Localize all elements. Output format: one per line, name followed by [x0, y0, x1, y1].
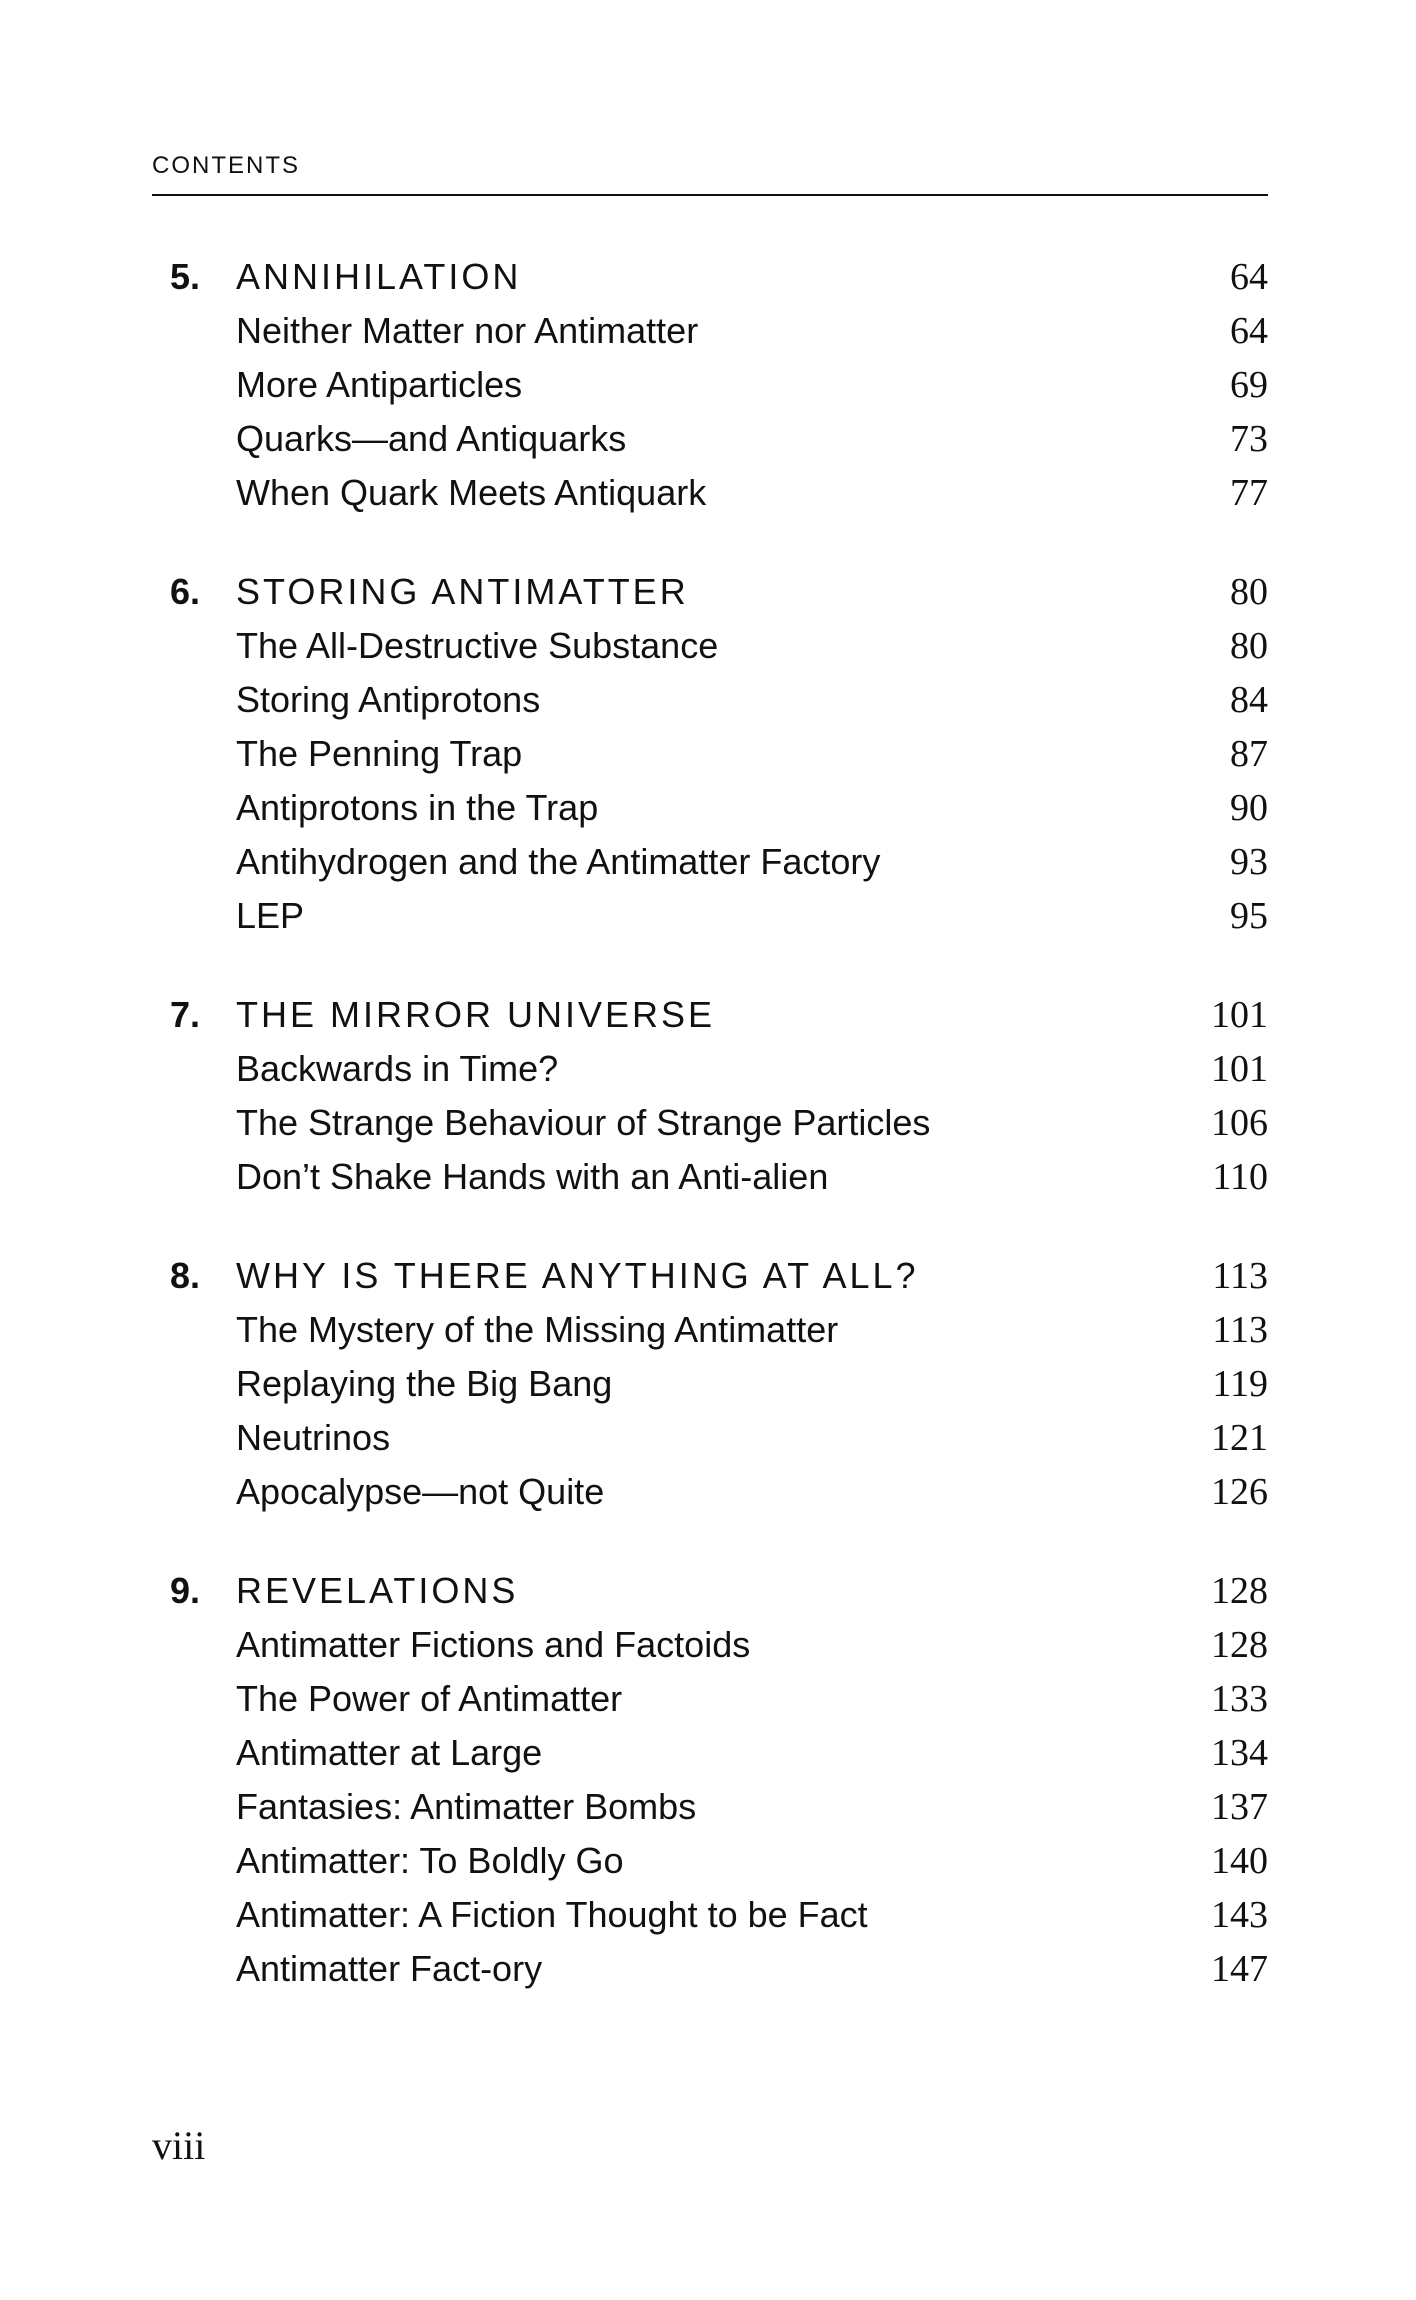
chapter-title: THE MIRROR UNIVERSE [236, 994, 716, 1035]
section-entry [152, 1096, 1268, 1150]
section-entry [152, 358, 1268, 412]
section-page-number: 73 [1230, 418, 1268, 460]
section-entry [152, 673, 1268, 727]
section-title: Quarks—and Antiquarks [236, 418, 627, 459]
section-page-number: 84 [1230, 679, 1268, 721]
section-title: Replaying the Big Bang [236, 1363, 613, 1404]
section-entry [152, 466, 1268, 520]
section-page-number: 80 [1230, 625, 1268, 667]
section-title: Antimatter at Large [236, 1732, 543, 1773]
section-title: The Power of Antimatter [236, 1678, 623, 1719]
section-title: Antimatter Fictions and Factoids [236, 1624, 751, 1665]
chapter-heading-row [152, 1249, 1268, 1303]
section-entry [152, 1888, 1268, 1942]
chapter-block [152, 1564, 1268, 1996]
section-page-number: 121 [1211, 1417, 1268, 1459]
chapter-heading-row [152, 1564, 1268, 1618]
chapter-block [152, 988, 1268, 1204]
section-page-number: 143 [1211, 1894, 1268, 1936]
section-entry [152, 1672, 1268, 1726]
section-page-number: 140 [1211, 1840, 1268, 1882]
section-entry [152, 1780, 1268, 1834]
chapter-heading-row [152, 988, 1268, 1042]
section-page-number: 69 [1230, 364, 1268, 406]
section-title: Apocalypse—not Quite [236, 1471, 605, 1512]
chapter-number: 5. [170, 256, 201, 297]
section-title: Neither Matter nor Antimatter [236, 310, 699, 351]
section-entry [152, 304, 1268, 358]
header-rule [152, 194, 1268, 196]
section-page-number: 113 [1212, 1309, 1268, 1351]
section-page-number: 147 [1211, 1948, 1268, 1990]
chapter-block [152, 1249, 1268, 1519]
section-title: Antimatter: A Fiction Thought to be Fact [236, 1894, 868, 1935]
chapter-number: 6. [170, 571, 201, 612]
section-entry [152, 1357, 1268, 1411]
section-entry [152, 1942, 1268, 1996]
section-page-number: 137 [1211, 1786, 1268, 1828]
section-page-number: 133 [1211, 1678, 1268, 1720]
section-entry [152, 1042, 1268, 1096]
page-folio: viii [152, 2123, 206, 2168]
section-entry [152, 1726, 1268, 1780]
section-entry [152, 889, 1268, 943]
section-entry [152, 1303, 1268, 1357]
section-page-number: 134 [1211, 1732, 1268, 1774]
section-title: When Quark Meets Antiquark [236, 472, 707, 513]
section-page-number: 64 [1230, 310, 1268, 352]
section-title: The Penning Trap [236, 733, 523, 774]
chapter-title: WHY IS THERE ANYTHING AT ALL? [236, 1255, 919, 1296]
section-title: The Strange Behaviour of Strange Particles [236, 1102, 931, 1143]
chapter-page-number: 128 [1211, 1570, 1268, 1612]
section-page-number: 126 [1211, 1471, 1268, 1513]
section-entry [152, 1618, 1268, 1672]
section-page-number: 106 [1211, 1102, 1268, 1144]
chapter-title: REVELATIONS [236, 1570, 519, 1611]
chapter-number: 7. [170, 994, 201, 1035]
chapter-number: 8. [170, 1255, 201, 1296]
chapter-heading-row [152, 250, 1268, 304]
section-title: The Mystery of the Missing Antimatter [236, 1309, 839, 1350]
section-entry [152, 835, 1268, 889]
chapter-block [152, 565, 1268, 943]
table-of-contents [152, 250, 1268, 2041]
chapter-page-number: 101 [1211, 994, 1268, 1036]
running-head: CONTENTS [152, 152, 300, 179]
section-title: Antiprotons in the Trap [236, 787, 599, 828]
section-page-number: 90 [1230, 787, 1268, 829]
section-entry [152, 1150, 1268, 1204]
section-title: Fantasies: Antimatter Bombs [236, 1786, 697, 1827]
section-title: Storing Antiprotons [236, 679, 541, 720]
section-page-number: 87 [1230, 733, 1268, 775]
section-entry [152, 412, 1268, 466]
chapter-heading-row [152, 565, 1268, 619]
chapter-page-number: 64 [1230, 256, 1268, 298]
chapter-page-number: 113 [1212, 1255, 1268, 1297]
section-title: Neutrinos [236, 1417, 391, 1458]
section-title: More Antiparticles [236, 364, 523, 405]
section-entry [152, 619, 1268, 673]
section-title: LEP [236, 895, 305, 936]
section-page-number: 128 [1211, 1624, 1268, 1666]
chapter-title: STORING ANTIMATTER [236, 571, 689, 612]
section-page-number: 110 [1212, 1156, 1268, 1198]
section-title: Antimatter Fact-ory [236, 1948, 543, 1989]
section-entry [152, 727, 1268, 781]
section-page-number: 101 [1211, 1048, 1268, 1090]
section-title: The All-Destructive Substance [236, 625, 719, 666]
section-entry [152, 1465, 1268, 1519]
section-page-number: 119 [1212, 1363, 1268, 1405]
section-entry [152, 781, 1268, 835]
section-entry [152, 1411, 1268, 1465]
section-title: Antihydrogen and the Antimatter Factory [236, 841, 881, 882]
chapter-title: ANNIHILATION [236, 256, 522, 297]
section-entry [152, 1834, 1268, 1888]
section-title: Backwards in Time? [236, 1048, 559, 1089]
chapter-number: 9. [170, 1570, 201, 1611]
section-page-number: 77 [1230, 472, 1268, 514]
section-title: Don’t Shake Hands with an Anti-alien [236, 1156, 829, 1197]
section-title: Antimatter: To Boldly Go [236, 1840, 624, 1881]
chapter-page-number: 80 [1230, 571, 1268, 613]
section-page-number: 95 [1230, 895, 1268, 937]
chapter-block [152, 250, 1268, 520]
section-page-number: 93 [1230, 841, 1268, 883]
